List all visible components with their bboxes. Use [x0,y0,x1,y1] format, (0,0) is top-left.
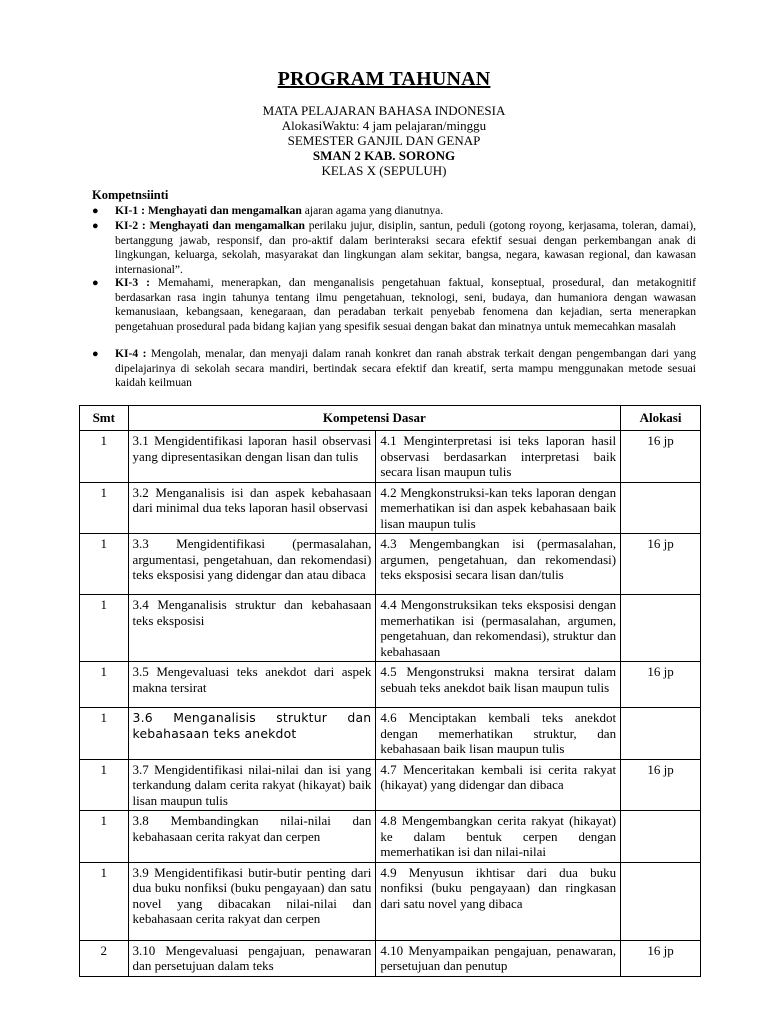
cell-kd3: 3.6 Menganalisis struktur dan kebahasaan teks anekdot [128,708,376,760]
ki-label: KI-1 : Menghayati dan mengamalkan [115,204,302,217]
cell-kd4: 4.3 Mengembangkan isi (permasalahan, argumen, pengetahuan, dan rekomendasi) teks eksposisi secara lisan dan/tulis [376,534,621,595]
cell-alokasi: 16 jp [621,431,701,483]
subject-line: MATA PELAJARAN BAHASA INDONESIA [262,103,506,118]
table-row [80,759,701,811]
cell-kd4: 4.9 Menyusun ikhtisar dari dua buku nonfiksi (buku pengayaan) dan ringkasan dari satu novel yang dibaca [376,862,621,940]
bullet-icon: ● [92,220,99,232]
bullet-icon: ● [92,348,99,360]
cell-alokasi [621,595,701,662]
cell-kd3: 3.2 Menganalisis isi dan aspek kebahasaan dari minimal dua teks laporan hasil observasi [128,482,376,534]
kompetensi-dasar-table [79,405,701,977]
cell-alokasi: 16 jp [621,662,701,708]
cell-kd3: 3.10 Mengevaluasi pengajuan, penawaran dan persetujuan dalam teks [128,940,376,976]
ki-item [92,276,696,334]
class-line: KELAS X (SEPULUH) [321,163,447,178]
table-row [80,482,701,534]
table-row [80,708,701,760]
cell-smt: 1 [80,534,129,595]
cell-kd4: 4.5 Mengonstruksi makna tersirat dalam sebuah teks anekdot baik lisan maupun tulis [376,662,621,708]
cell-alokasi [621,482,701,534]
header-alokasi: Alokasi [621,406,701,431]
table-row [80,662,701,708]
header-kompetensi-dasar: Kompetensi Dasar [128,406,621,431]
cell-kd3: 3.8 Membandingkan nilai-nilai dan kebahasaan cerita rakyat dan cerpen [128,811,376,863]
cell-alokasi: 16 jp [621,759,701,811]
table-row [80,431,701,483]
school-line: SMAN 2 KAB. SORONG [312,148,456,163]
cell-kd4: 4.6 Menciptakan kembali teks anekdot dengan memerhatikan struktur, dan kebahasaan baik lisan maupun tulis [376,708,621,760]
cell-kd3: 3.9 Mengidentifikasi butir-butir penting dari dua buku nonfiksi (buku pengayaan) dan satu novel yang dibacakan nilai-nilai dan kebahasaan cerita rakyat dan cerpen [128,862,376,940]
table-row [80,862,701,940]
table-header-row [80,406,701,431]
cell-alokasi [621,862,701,940]
table-row [80,811,701,863]
ki-label: KI-2 : Menghayati dan mengamalkan [115,219,305,232]
ki-text: Mengolah, menalar, dan menyaji dalam ranah konkret dan ranah abstrak terkait dengan pengembangan dari yang dipelajarinya di sekolah secara mandiri, bertindak secara efektif dan kreatif, serta mampu menggunakan metode sesuai kaidah keilmuan [115,347,696,389]
cell-alokasi: 16 jp [621,940,701,976]
ki-text: Memahami, menerapkan, dan menganalisis pengetahuan faktual, konseptual, prosedural, dan metakognitif berdasarkan rasa ingin tahunya tentang ilmu pengetahuan, teknologi, seni, budaya, dan humaniora dengan wawasan kemanusiaan, kebangsaan, kenegaraan, dan peradaban terkait penyebab fenomena dan kejadian, serta menerapkan pengetahuan prosedural pada bidang kajian yang spesifik sesuai dengan bakat dan minatnya untuk memecahkan masalah [115,276,697,333]
ki-text: ajaran agama yang dianutnya. [301,204,444,217]
ki-item [92,204,696,219]
cell-kd3: 3.4 Menganalisis struktur dan kebahasaan teks eksposisi [128,595,376,662]
semester-line: SEMESTER GANJIL DAN GENAP [287,133,481,148]
cell-alokasi: 16 jp [621,534,701,595]
cell-smt: 1 [80,595,129,662]
kompetensi-heading: Kompetnsiinti [92,188,169,202]
ki-item [92,219,696,277]
cell-kd3: 3.3 Mengidentifikasi (permasalahan, argumentasi, pengetahuan, dan rekomendasi) teks eksposisi yang didengar dan atau dibaca [128,534,376,595]
cell-kd4: 4.8 Mengembangkan cerita rakyat (hikayat) ke dalam bentuk cerpen dengan memerhatikan isi dan nilai-nilai [376,811,621,863]
cell-smt: 1 [80,862,129,940]
cell-alokasi [621,811,701,863]
document-title: PROGRAM TAHUNAN [277,68,491,90]
cell-smt: 1 [80,431,129,483]
ki-text: perilaku jujur, disiplin, santun, peduli (gotong royong, kerjasama, toleran, damai), bertanggung jawab, responsif, dan pro-aktif dalam berinteraksi secara efektif sesuai dengan perkembangan anak di lingkungan, keluarga, sekolah, masyarakat dan lingkungan alam sekitar, bangsa, negara, kawasan regional, dan kawasan internasional”. [115,219,696,276]
cell-smt: 1 [80,708,129,760]
cell-smt: 1 [80,759,129,811]
time-allocation-line: AlokasiWaktu: 4 jam pelajaran/minggu [281,118,487,133]
cell-kd4: 4.10 Menyampaikan pengajuan, penawaran, persetujuan dan penutup [376,940,621,976]
cell-kd3: 3.7 Mengidentifikasi nilai-nilai dan isi yang terkandung dalam cerita rakyat (hikayat) baik lisan maupun tulis [128,759,376,811]
cell-kd4: 4.7 Menceritakan kembali isi cerita rakyat (hikayat) yang didengar dan dibaca [376,759,621,811]
table-row [80,595,701,662]
cell-kd4: 4.1 Menginterpretasi isi teks laporan hasil observasi berdasarkan interpretasi baik secara lisan maupun tulis [376,431,621,483]
cell-smt: 2 [80,940,129,976]
cell-smt: 1 [80,811,129,863]
table-row [80,534,701,595]
cell-alokasi [621,708,701,760]
cell-smt: 1 [80,482,129,534]
bullet-icon: ● [92,277,99,289]
ki-item [92,347,696,391]
cell-kd4: 4.2 Mengkonstruksi-kan teks laporan dengan memerhatikan isi dan aspek kebahasaan baik lisan maupun tulis [376,482,621,534]
bullet-icon: ● [92,205,99,217]
header-smt: Smt [80,406,129,431]
table-row [80,940,701,976]
ki-label: KI-3 : [115,276,150,289]
cell-smt: 1 [80,662,129,708]
cell-kd3: 3.5 Mengevaluasi teks anekdot dari aspek makna tersirat [128,662,376,708]
ki-label: KI-4 : [115,347,147,360]
cell-kd3: 3.1 Mengidentifikasi laporan hasil observasi yang dipresentasikan dengan lisan dan tulis [128,431,376,483]
cell-kd4: 4.4 Mengonstruksikan teks eksposisi dengan memerhatikan isi (permasalahan, argumen, pengetahuan, dan rekomendasi), struktur dan kebahasaan [376,595,621,662]
